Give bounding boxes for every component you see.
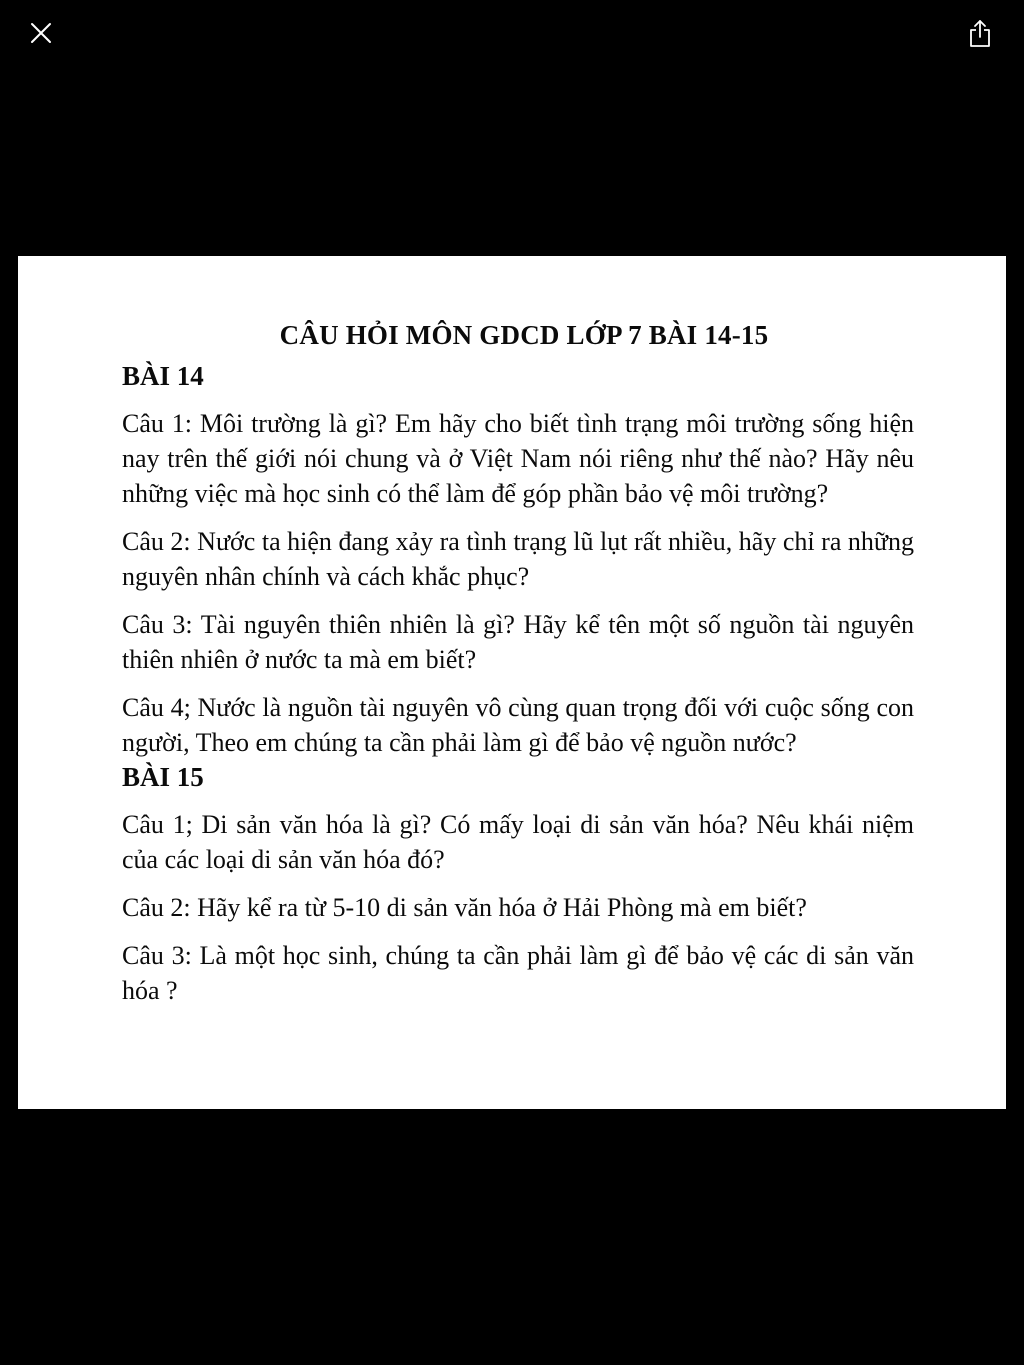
question-item: Câu 4; Nước là nguồn tài nguyên vô cùng quan trọng đối với cuộc sống con người, Theo em chúng ta cần phải làm gì để bảo vệ nguồn nước? — [122, 693, 914, 757]
question-item: Câu 2: Hãy kể ra từ 5-10 di sản văn hóa ở Hải Phòng mà em biết? — [122, 893, 807, 922]
document-photo — [18, 256, 1006, 1109]
question-item: Câu 2: Nước ta hiện đang xảy ra tình trạng lũ lụt rất nhiều, hãy chỉ ra những nguyên nhân chính và cách khắc phục? — [122, 527, 914, 591]
document-title: CÂU HỎI MÔN GDCD LỚP 7 BÀI 14-15 — [279, 320, 769, 350]
close-button[interactable] — [22, 14, 60, 52]
question-item: Câu 3: Tài nguyên thiên nhiên là gì? Hãy kể tên một số nguồn tài nguyên thiên nhiên ở nước ta mà em biết? — [122, 610, 914, 674]
share-button[interactable] — [960, 12, 1000, 54]
question-item: Câu 3: Là một học sinh, chúng ta cần phải làm gì để bảo vệ các di sản văn hóa ? — [122, 941, 914, 1005]
section-heading: BÀI 15 — [122, 762, 204, 792]
section-heading: BÀI 14 — [122, 361, 204, 391]
close-icon — [30, 22, 52, 44]
section-bai-14 — [122, 361, 914, 760]
section-bai-15 — [122, 762, 914, 1008]
question-item: Câu 1; Di sản văn hóa là gì? Có mấy loại di sản văn hóa? Nêu khái niệm của các loại di sản văn hóa đó? — [122, 810, 914, 874]
share-icon — [968, 18, 992, 48]
question-item: Câu 1: Môi trường là gì? Em hãy cho biết tình trạng môi trường sống hiện nay trên thế giới nói chung và ở Việt Nam nói riêng như thế nào? Hãy nêu những việc mà học sinh có thể làm để góp phần bảo vệ môi trường? — [122, 409, 914, 508]
